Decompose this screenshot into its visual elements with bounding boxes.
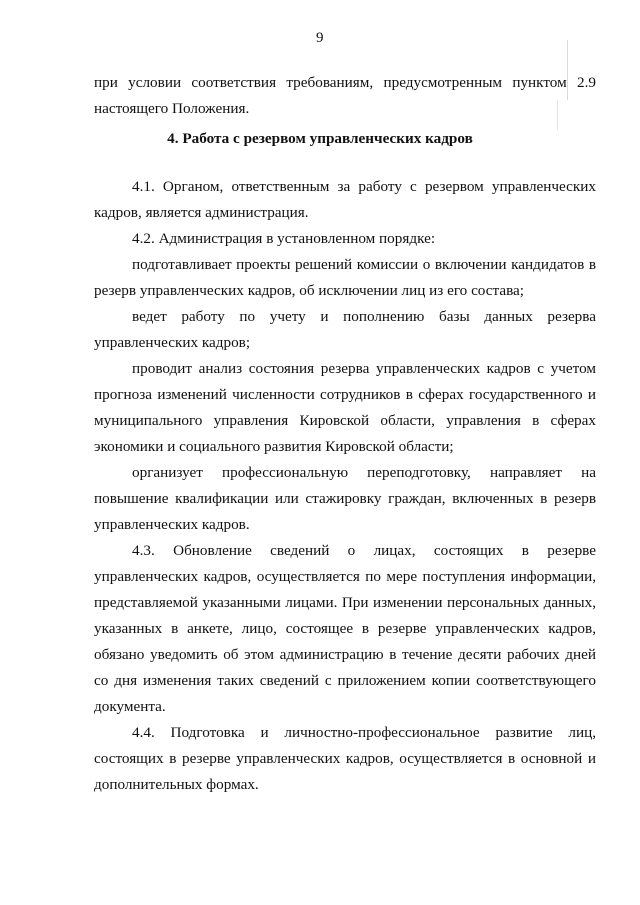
- paragraph-4-2-item-training: организует профессиональную переподготовку, направляет на повышение квалификации или стажировку граждан, включенных в резерв управленческих кадров.: [94, 464, 596, 533]
- section-body: [94, 174, 596, 798]
- continuation-paragraph: при условии соответствия требованиям, предусмотренным пунктом 2.9 настоящего Положения.: [94, 74, 596, 117]
- continuation-block: [94, 70, 596, 122]
- paragraph-4-2-item-drafts: подготавливает проекты решений комиссии о включении кандидатов в резерв управленческих кадров, об исключении лиц из его состава;: [94, 256, 596, 299]
- page-number: 9: [316, 30, 324, 46]
- paragraph-4-4: 4.4. Подготовка и личностно-профессиональное развитие лиц, состоящих в резерве управленческих кадров, осуществляется в основной и дополнительных формах.: [94, 724, 596, 793]
- paragraph-4-1: 4.1. Органом, ответственным за работу с резервом управленческих кадров, является администрация.: [94, 178, 596, 221]
- paragraph-4-3: 4.3. Обновление сведений о лицах, состоящих в резерве управленческих кадров, осуществляется по мере поступления информации, представляемой указанными лицами. При изменении персональных данных, указанных в анкете, лицо, состоящее в резерве управленческих кадров, обязано уведомить об этом администрацию в течение десяти рабочих дней со дня изменения таких сведений с приложением копии соответствующего документа.: [94, 542, 596, 715]
- paragraph-4-2-item-database: ведет работу по учету и пополнению базы данных резерва управленческих кадров;: [94, 308, 596, 351]
- paragraph-4-2: 4.2. Администрация в установленном порядке:: [132, 230, 436, 247]
- paragraph-4-2-item-analysis: проводит анализ состояния резерва управленческих кадров с учетом прогноза изменений численности сотрудников в сферах государственного и муниципального управления Кировской области, управления в сферах экономики и социального развития Кировской области;: [94, 360, 596, 455]
- section-heading: 4. Работа с резервом управленческих кадров: [167, 130, 473, 147]
